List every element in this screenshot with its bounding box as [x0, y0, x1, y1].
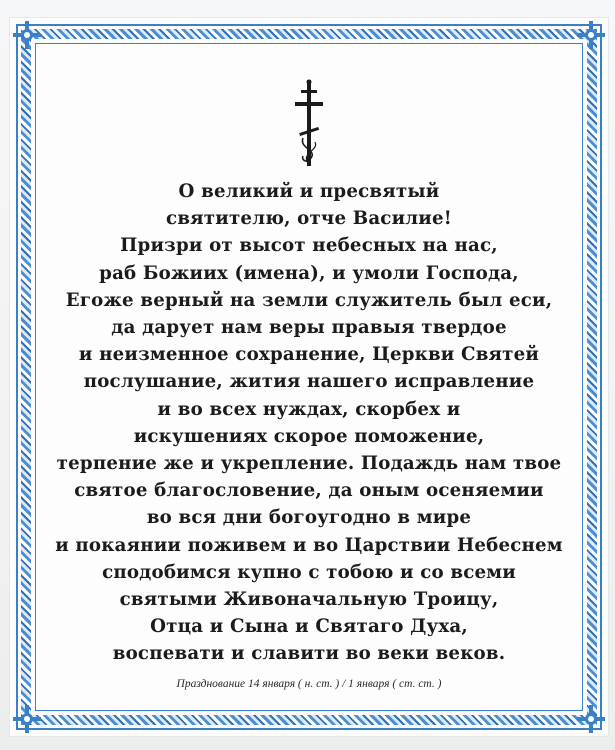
prayer-line: да дарует нам веры правыя твердое: [111, 317, 507, 339]
prayer-line: святителю, отче Василие!: [166, 208, 452, 230]
prayer-line: искушениях скорое поможение,: [133, 425, 485, 447]
ornament-corner-icon: [576, 20, 606, 50]
prayer-text: [50, 178, 568, 668]
ornament-corner-icon: [12, 20, 42, 50]
prayer-line: святыми Живоначальную Троицу,: [119, 589, 499, 611]
prayer-card: [10, 18, 608, 736]
prayer-line: святое благословение, да оным осеняемии: [74, 480, 544, 502]
prayer-line: Призри от высот небесных на нас,: [120, 235, 498, 257]
ornament-corner-icon: [12, 704, 42, 734]
prayer-line: Отца и Сына и Святаго Духа,: [150, 616, 468, 638]
prayer-line: и покаянии поживем и во Царствии Небеснем: [55, 534, 563, 556]
prayer-line: Егоже верный на земли служитель был еси,: [65, 289, 553, 311]
ornament-corner-icon: [576, 704, 606, 734]
prayer-line: раб Божиих (имена), и умоли Господа,: [99, 262, 519, 284]
prayer-line: О великий и пресвятый: [178, 181, 440, 202]
prayer-line: послушание, жития нашего исправление: [83, 371, 535, 393]
prayer-line: и во всех нуждах, скорбех и: [157, 398, 461, 420]
orthodox-cross-icon: [289, 78, 329, 168]
prayer-line: терпение же и укрепление. Подаждь нам твое: [56, 453, 562, 475]
prayer-line: сподобимся купно с тобою и со всеми: [102, 561, 516, 583]
prayer-line: во вся дни богоугодно в мире: [146, 507, 472, 529]
feast-date-caption: Празднование 14 января ( н. ст. ) / 1 января ( ст. ст. ): [176, 678, 442, 690]
prayer-line: воспевати и славити во веки веков.: [112, 643, 506, 665]
prayer-line: и неизменное сохранение, Церкви Святей: [78, 344, 540, 366]
